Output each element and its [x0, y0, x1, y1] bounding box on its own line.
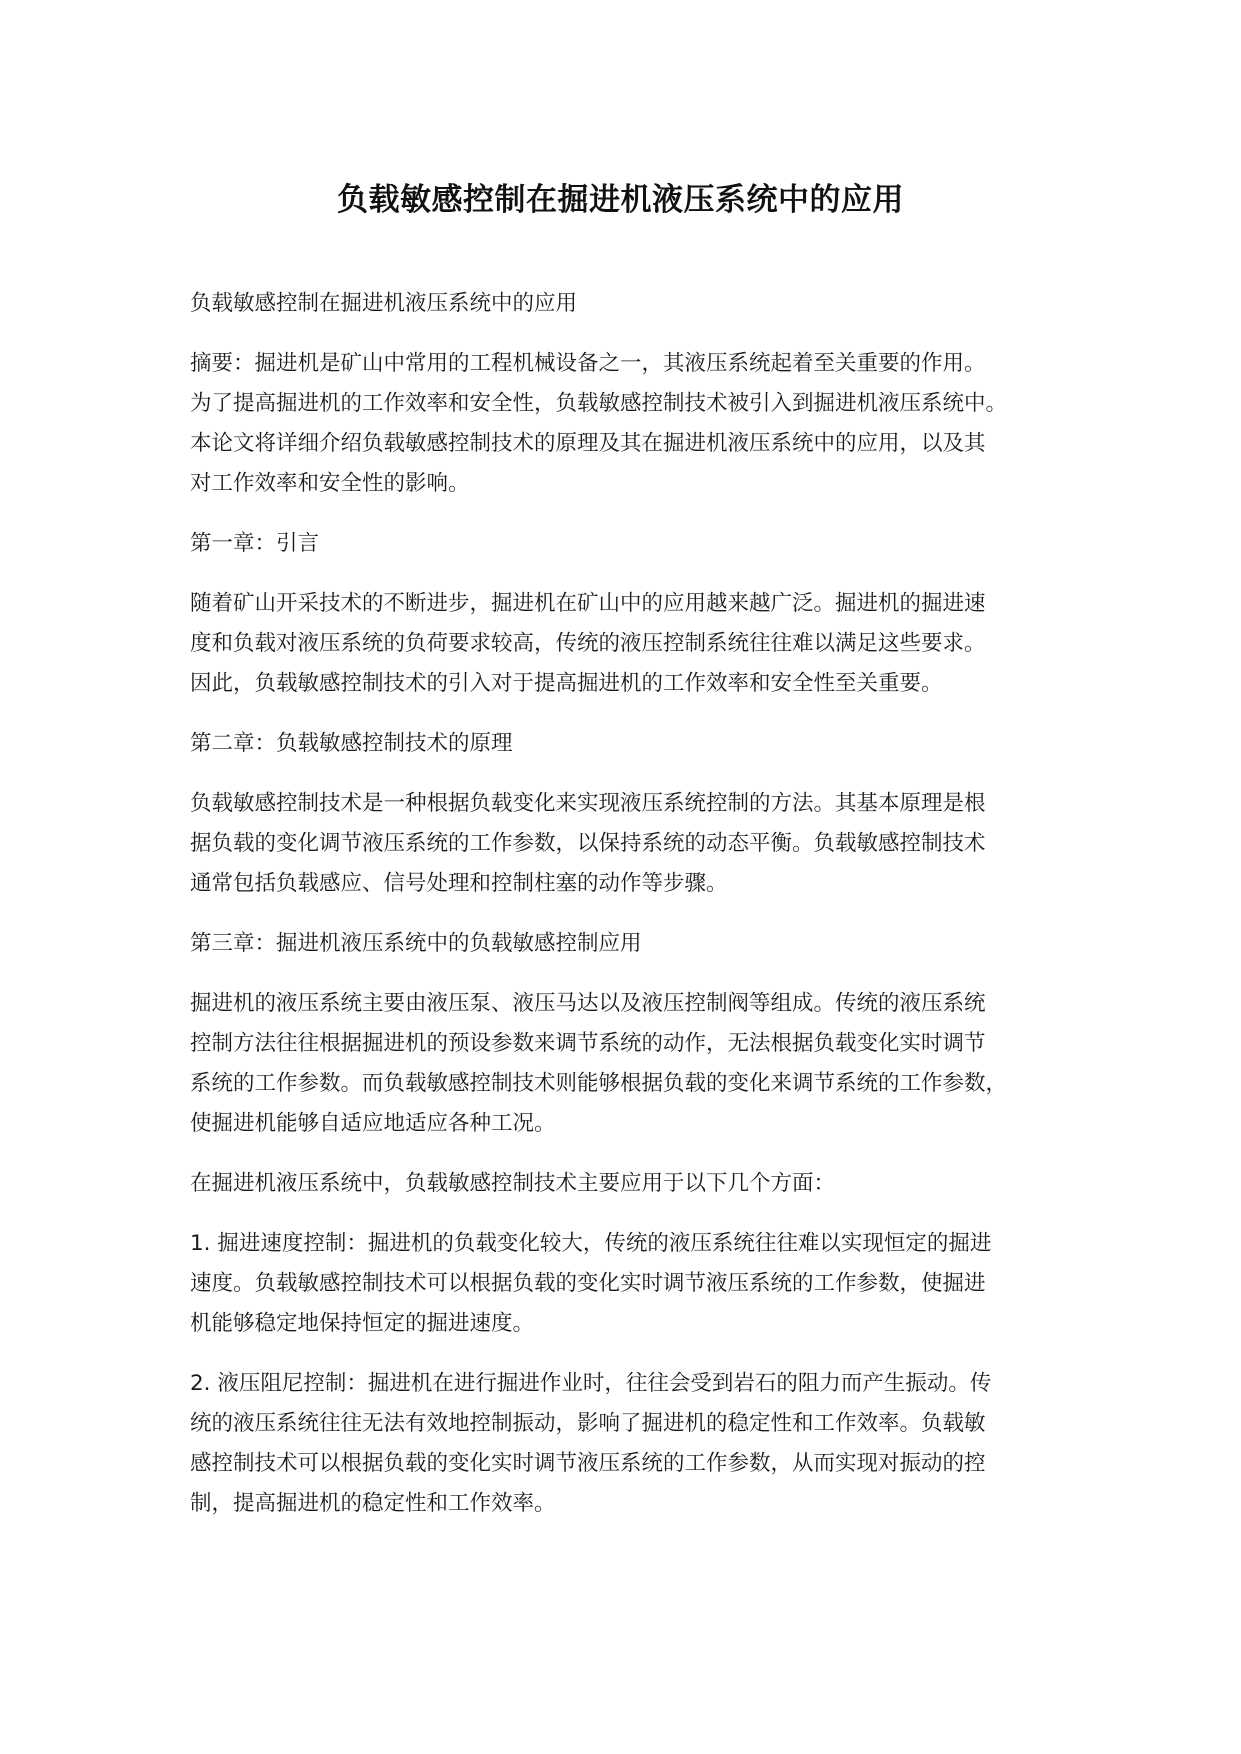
text-line: 统的液压系统往往无法有效地控制振动，影响了掘进机的稳定性和工作效率。负载敏	[190, 1411, 986, 1436]
chapter3-intro	[190, 1164, 1080, 1204]
text-line: 通常包括负载感应、信号处理和控制柱塞的动作等步骤。	[190, 871, 728, 896]
text-line: 对工作效率和安全性的影响。	[190, 471, 470, 496]
text-line: 掘进机的液压系统主要由液压泵、液压马达以及液压控制阀等组成。传统的液压系统	[190, 991, 986, 1016]
chapter1-paragraph	[190, 584, 1080, 704]
chapter3-heading: 第三章：掘进机液压系统中的负载敏感控制应用	[190, 931, 642, 956]
text-line: 因此，负载敏感控制技术的引入对于提高掘进机的工作效率和安全性至关重要。	[190, 671, 943, 696]
text-line: 2. 液压阻尼控制：掘进机在进行掘进作业时，往往会受到岩石的阻力而产生振动。传	[190, 1371, 992, 1396]
text-line: 摘要：掘进机是矿山中常用的工程机械设备之一，其液压系统起着至关重要的作用。	[190, 351, 986, 376]
text-line: 据负载的变化调节液压系统的工作参数，以保持系统的动态平衡。负载敏感控制技术	[190, 831, 986, 856]
subtitle-line: 负载敏感控制在掘进机液压系统中的应用	[190, 291, 578, 316]
subtitle	[190, 284, 1080, 324]
chapter1-heading: 第一章：引言	[190, 531, 320, 556]
document-body	[190, 284, 1080, 1544]
text-line: 使掘进机能够自适应地适应各种工况。	[190, 1111, 556, 1136]
text-line: 控制方法往往根据掘进机的预设参数来调节系统的动作，无法根据负载变化实时调节	[190, 1031, 986, 1056]
text-line: 系统的工作参数。而负载敏感控制技术则能够根据负载的变化来调节系统的工作参数，	[190, 1071, 1008, 1096]
text-line: 速度。负载敏感控制技术可以根据负载的变化实时调节液压系统的工作参数，使掘进	[190, 1271, 986, 1296]
abstract-paragraph	[190, 344, 1080, 504]
text-line: 在掘进机液压系统中，负载敏感控制技术主要应用于以下几个方面：	[190, 1171, 836, 1196]
text-line: 本论文将详细介绍负载敏感控制技术的原理及其在掘进机液压系统中的应用，以及其	[190, 431, 986, 456]
document-title: 负载敏感控制在掘进机液压系统中的应用	[337, 182, 904, 218]
list-item-1	[190, 1224, 1080, 1344]
text-line: 感控制技术可以根据负载的变化实时调节液压系统的工作参数，从而实现对振动的控	[190, 1451, 986, 1476]
text-line: 度和负载对液压系统的负荷要求较高，传统的液压控制系统往往难以满足这些要求。	[190, 631, 986, 656]
text-line: 随着矿山开采技术的不断进步，掘进机在矿山中的应用越来越广泛。掘进机的掘进速	[190, 591, 986, 616]
text-line: 机能够稳定地保持恒定的掘进速度。	[190, 1311, 535, 1336]
text-line: 为了提高掘进机的工作效率和安全性，负载敏感控制技术被引入到掘进机液压系统中。	[190, 391, 1008, 416]
list-item-2	[190, 1364, 1080, 1524]
chapter3-paragraph	[190, 984, 1080, 1144]
text-line: 1. 掘进速度控制：掘进机的负载变化较大，传统的液压系统往往难以实现恒定的掘进	[190, 1231, 992, 1256]
text-line: 负载敏感控制技术是一种根据负载变化来实现液压系统控制的方法。其基本原理是根	[190, 791, 986, 816]
chapter2-paragraph	[190, 784, 1080, 904]
chapter2-heading: 第二章：负载敏感控制技术的原理	[190, 731, 513, 756]
text-line: 制，提高掘进机的稳定性和工作效率。	[190, 1491, 556, 1516]
